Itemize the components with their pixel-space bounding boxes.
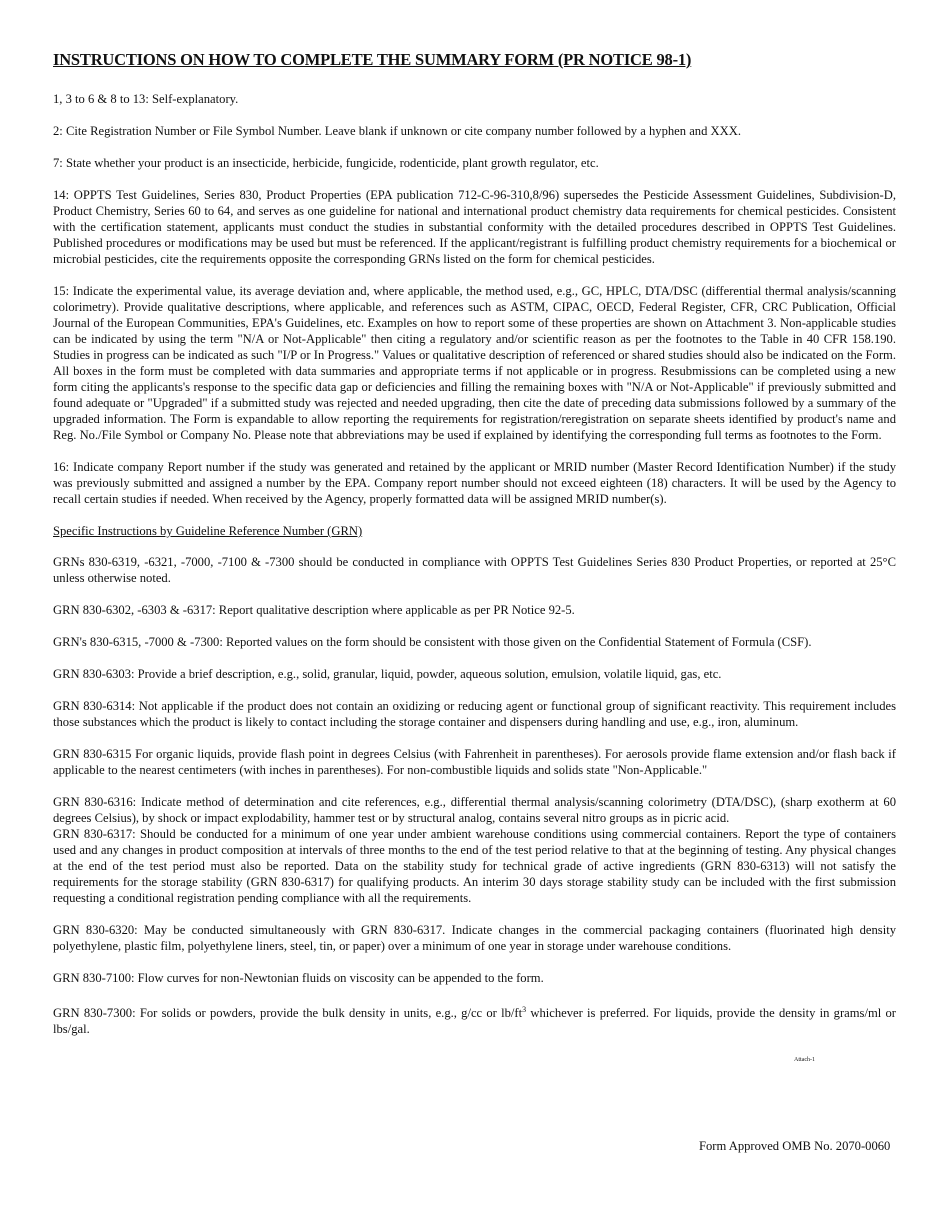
grn-7300-text-end: whichever is preferred. For liquids, provide the density in grams/ml or lbs/gal. bbox=[53, 1006, 896, 1037]
grn-general: GRNs 830-6319, -6321, -7000, -7100 & -7300 should be conducted in compliance with OPPTS Test Guidelines Series 830 Product Properties, or reported at 25°C unless otherwise noted. bbox=[53, 555, 896, 585]
instruction-16: 16: Indicate company Report number if the study was generated and retained by the applicant or MRID number (Master Record Identification Number) if the study was previously submitted and assigned a number by the EPA. Company report number should not exceed eighteen (18) characters. It will be used by the Agency to recall certain studies if needed. When received by the Agency, properly formatted data will be assigned MRID number(s). bbox=[53, 460, 896, 506]
grn-7300-superscript: 3 bbox=[522, 1005, 527, 1014]
grn-6314: GRN 830-6314: Not applicable if the product does not contain an oxidizing or reducing agent or functional group of significant reactivity. This requirement includes those substances which the product is likely to contact including the storage container and dispensers during handling and use, e.g., iron, aluminum. bbox=[53, 699, 896, 729]
grn-6315-7000-7300: GRN's 830-6315, -7000 & -7300: Reported values on the form should be consistent with those given on the Confidential Statement of Formula (CSF). bbox=[53, 635, 812, 649]
grn-6315: GRN 830-6315 For organic liquids, provide flash point in degrees Celsius (with Fahrenheit in parentheses). For aerosols provide flame extension and/or flash back if applicable to the nearest centimeters (with inches in parentheses). For non-combustible liquids and solids state "Non-Applicable." bbox=[53, 747, 896, 777]
grn-7300 bbox=[53, 1002, 896, 1037]
grn-7100: GRN 830-7100: Flow curves for non-Newtonian fluids on viscosity can be appended to the form. bbox=[53, 971, 544, 985]
omb-footer: Form Approved OMB No. 2070-0060 bbox=[699, 1139, 891, 1153]
grn-6302-6303-6317: GRN 830-6302, -6303 & -6317: Report qualitative description where applicable as per PR Notice 92-5. bbox=[53, 603, 575, 617]
specific-instructions-heading: Specific Instructions by Guideline Reference Number (GRN) bbox=[53, 524, 363, 538]
grn-6303: GRN 830-6303: Provide a brief description, e.g., solid, granular, liquid, powder, aqueous solution, emulsion, volatile liquid, gas, etc. bbox=[53, 667, 722, 681]
instruction-15: 15: Indicate the experimental value, its average deviation and, where applicable, the method used, e.g., GC, HPLC, DTA/DSC (differential thermal analysis/scanning colorimetry). Provide qualitative descriptions, where applicable, and references such as ASTM, CIPAC, OECD, Federal Register, CFR, CRC Publication, Official Journal of the European Communities, EPA's Guidelines, etc. Examples on how to report some of these properties are shown on Attachment 3. Non-applicable studies can be indicated by using the term "N/A or Not-Applicable" then citing a regulatory and/or scientific reason as per the footnotes to the Table in 40 CFR 158.190. Studies in progress can be indicated as such "I/P or In Progress." Values or qualitative description of referenced or shared studies should also be indicated on the Form. All boxes in the form must be completed with data summaries and appropriate terms if not applicable or in progress. Resubmissions can be completed using a new form citing the applicants's response to the specific data gap or deficiencies and filling the remaining boxes with "N/A or Not-Applicable" if previously submitted and found adequate or "Upgraded" if a submitted study was rejected and needed upgrading, then cite the date of preceding data submissions followed by a summary of the upgraded information. The Form is expandable to allow reporting the requirements for registration/reregistration on separate sheets identified by product's name and Reg. No./File Symbol or Company No. Please note that abbreviations may be used if explained by identifying the corresponding full terms as footnotes to the Form. bbox=[53, 284, 896, 442]
grn-6320: GRN 830-6320: May be conducted simultaneously with GRN 830-6317. Indicate changes in the commercial packaging containers (fluorinated high density polyethylene, plastic film, polyethylene liners, steel, tin, or paper) over a minimum of one year in storage under warehouse conditions. bbox=[53, 923, 896, 953]
grn-6316: GRN 830-6316: Indicate method of determination and cite references, e.g., differential thermal analysis/scanning colorimetry (DTA/DSC), (sharp exotherm at 60 degrees Celsius), by shock or impact explodability, hammer test or by structural analog, contains several nitro groups as in picric acid. bbox=[53, 795, 896, 825]
grn-6317: GRN 830-6317: Should be conducted for a minimum of one year under ambient warehouse conditions using commercial containers. Report the type of containers used and any changes in product composition at intervals of three months to the end of the test period relative to that at the beginning of testing. Any physical changes at the end of the test period must also be reported. Data on the stability study for technical grade of active ingredients (GRN 830-6313) will not satisfy the requirements for the storage stability (GRN 830-6317) for qualifying products. An interim 30 days storage stability study can be included with the first submission requesting a conditional registration pending compliance with all the requirements. bbox=[53, 827, 896, 905]
instruction-self-explanatory: 1, 3 to 6 & 8 to 13: Self-explanatory. bbox=[53, 92, 239, 106]
attachment-label: Attach-1 bbox=[794, 1057, 815, 1063]
instruction-14: 14: OPPTS Test Guidelines, Series 830, Product Properties (EPA publication 712-C-96-310,8/96) supersedes the Pesticide Assessment Guidelines, Subdivision-D, Product Chemistry, Series 60 to 64, and serves as one guideline for national and international product chemistry data requirements for chemical pesticides. Consistent with the certification statement, applicants must conduct the studies in substantial conformity with the detailed procedures described in OPPTS Test Guidelines. Published procedures or modifications may be used but must be referenced. If the applicant/registrant is fulfilling product chemistry requirements for a biochemical or microbial pesticides, cite the requirements opposite the corresponding GRNs listed on the form for chemical pesticides. bbox=[53, 188, 896, 266]
document-title: INSTRUCTIONS ON HOW TO COMPLETE THE SUMMARY FORM (PR NOTICE 98-1) bbox=[53, 50, 692, 69]
instruction-7: 7: State whether your product is an insecticide, herbicide, fungicide, rodenticide, plant growth regulator, etc. bbox=[53, 156, 599, 170]
document-page bbox=[53, 50, 896, 1053]
grn-7300-text: GRN 830-7300: For solids or powders, provide the bulk density in units, e.g., g/cc or lb/ft bbox=[53, 1006, 523, 1021]
instruction-2: 2: Cite Registration Number or File Symbol Number. Leave blank if unknown or cite company number followed by a hyphen and XXX. bbox=[53, 124, 741, 138]
